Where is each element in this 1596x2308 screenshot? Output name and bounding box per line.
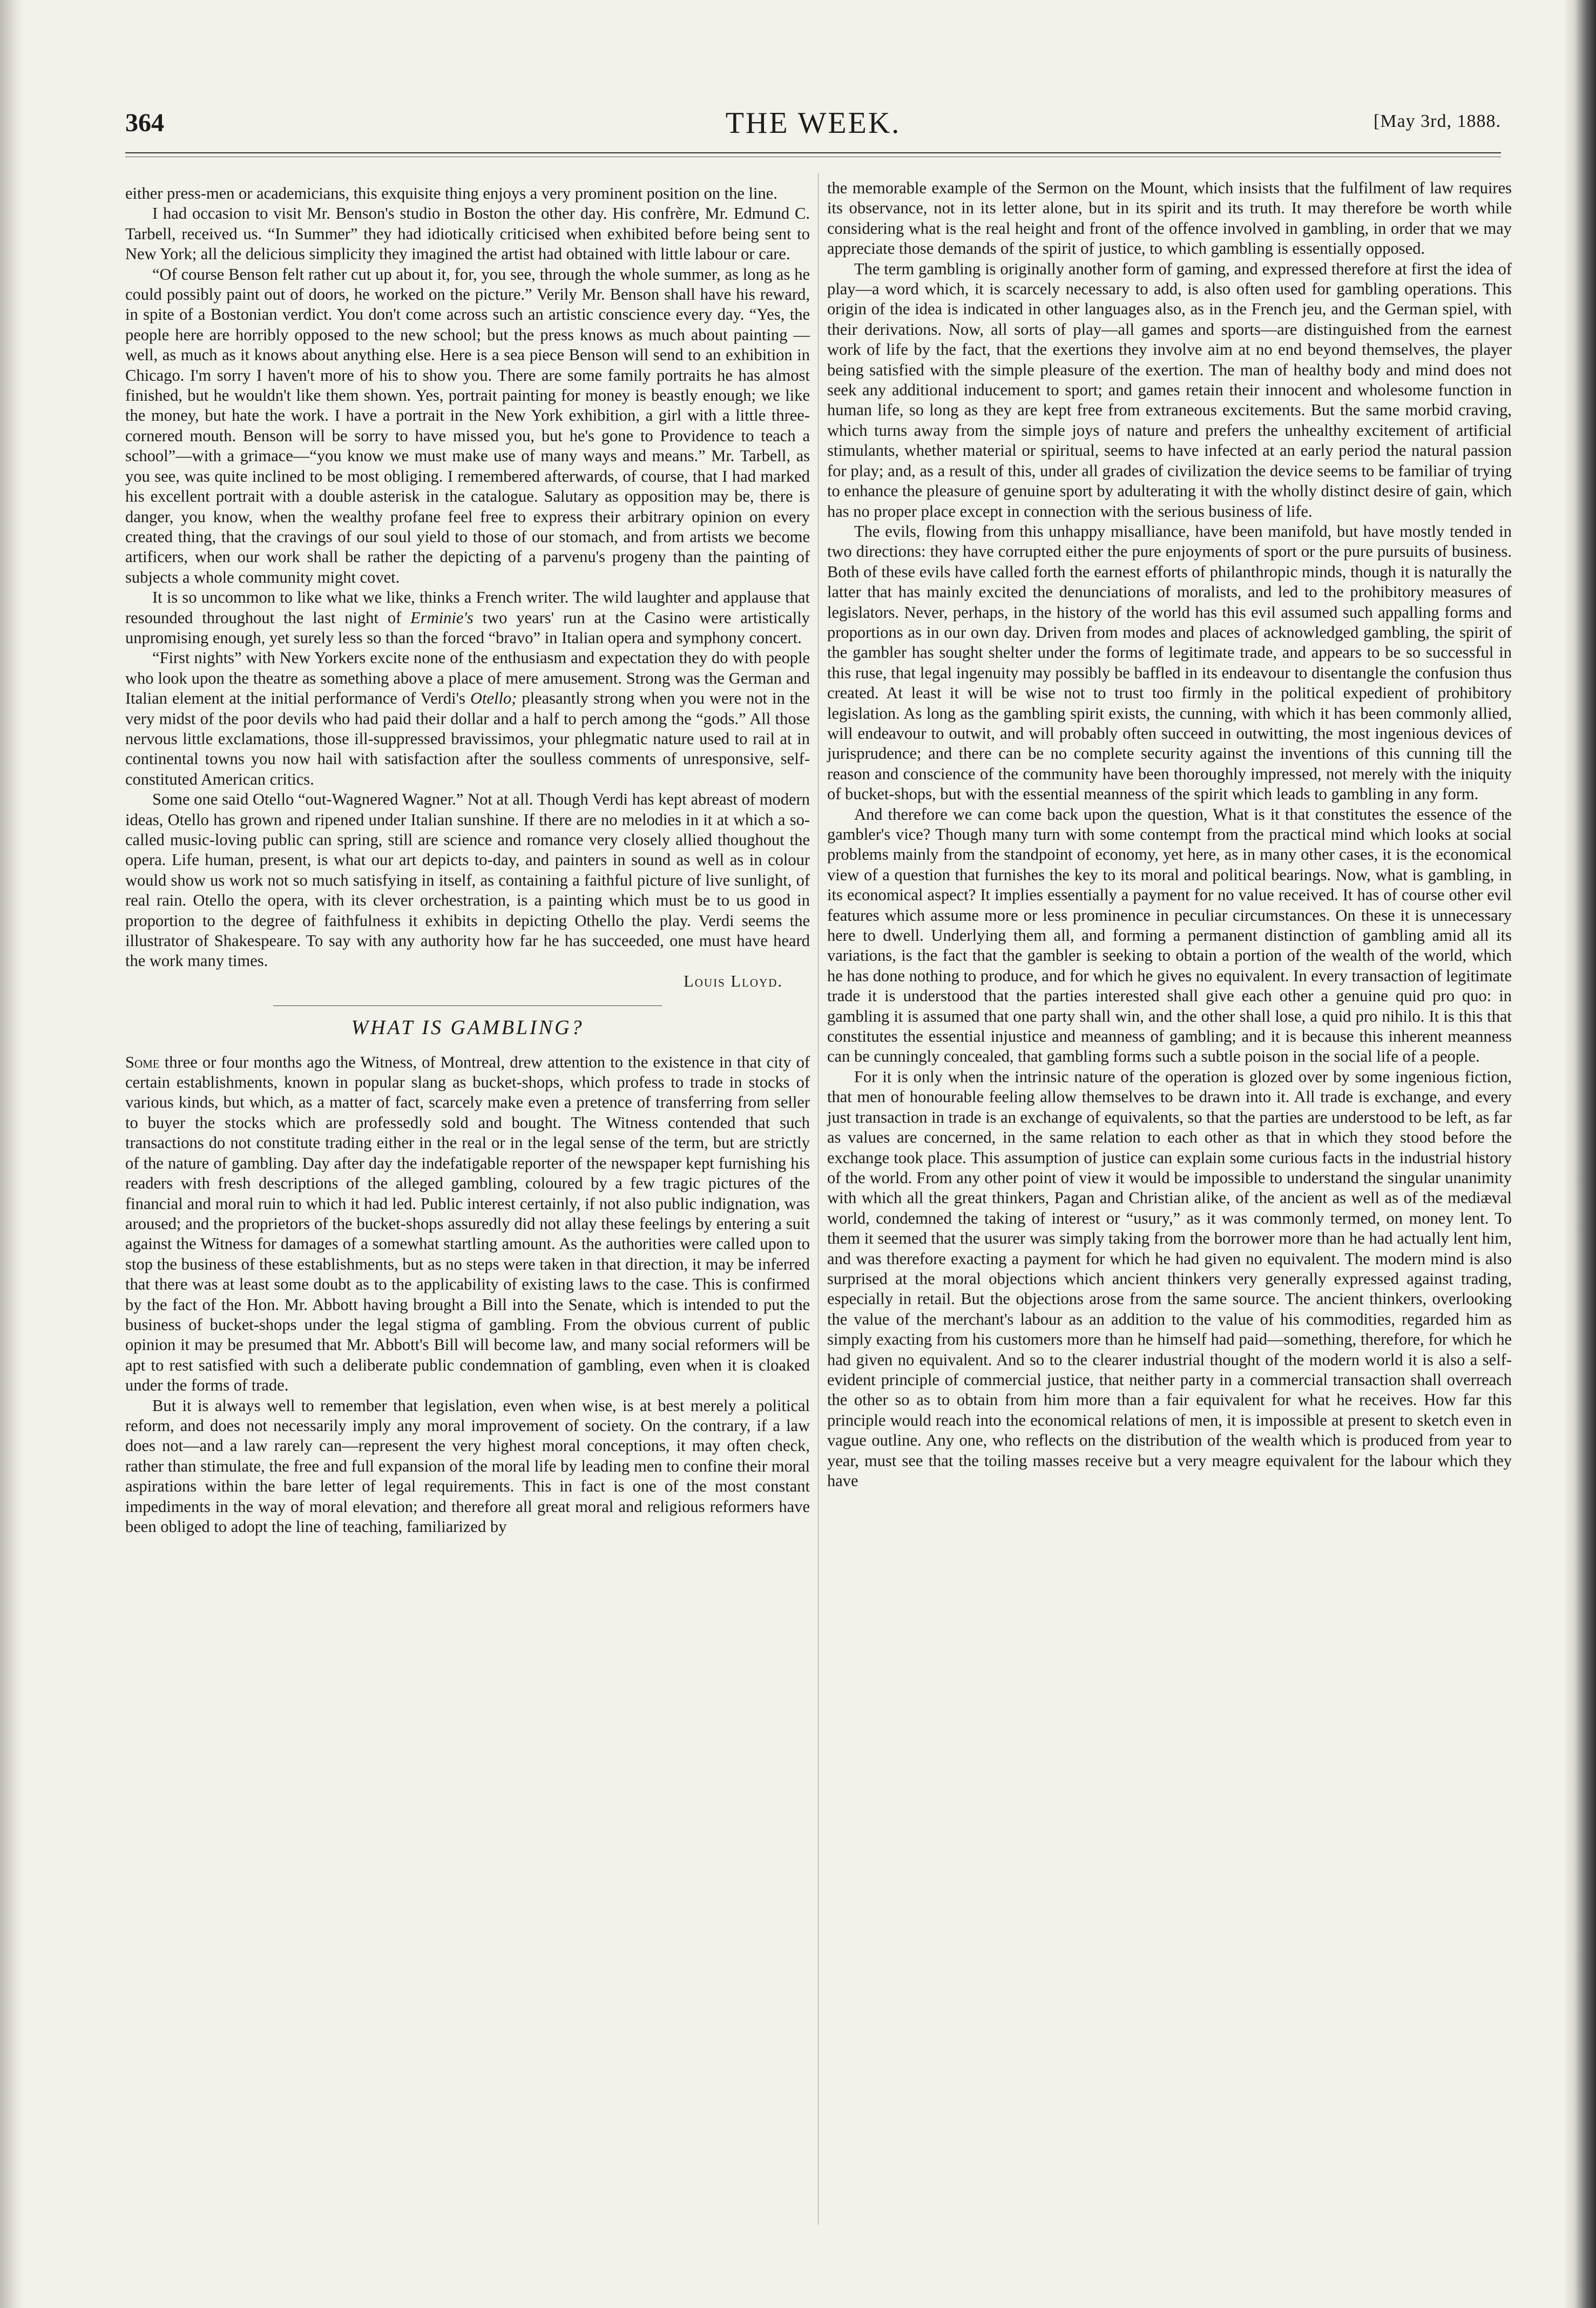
section-divider bbox=[273, 1005, 662, 1006]
article-title: WHAT IS GAMBLING? bbox=[351, 1016, 584, 1040]
column-divider bbox=[818, 173, 819, 2225]
paragraph: Some one said Otello “out-Wagnered Wagner.” Not at all. Though Verdi has kept abreast of modern ideas, Otello has grown and ripened under Italian sunshine. If there are no melodies in it at which a so-called music-loving public can spring, still are science and romance very closely allied thoughout the opera. Life human, present, is what our art depicts to-day, and painters in sound as well as in colour would show us work not so much satisfying in itself, as containing a faithful picture of live sunlight, of real rain. Otello the opera, with its clever orchestration, is a painting which must be to us good in proportion to the degree of faithfulness it exhibits in depicting Othello the play. Verdi seems the illustrator of Shakespeare. To say with any authority how far he has succeeded, one must have heard the work many times. bbox=[125, 790, 810, 970]
paragraph: The term gambling is originally another form of gaming, and expressed therefore at first the idea of play—a word which, it is scarcely necessary to add, is also often used for gambling operations. This origin of the idea is indicated in other languages also, as in the French jeu, and the German spiel, with their derivations. Now, all sorts of play—all games and sports—are distinguished from the earnest work of life by the fact, that the exertions they involve aim at no end beyond themselves, the player being satisfied with the simple pleasure of the exertion. The man of healthy body and mind does not seek any additional inducement to sport; and games retain their innocent and wholesome function in human life, so long as they are kept free from extraneous excitements. But the same morbid craving, which turns away from the simple joys of nature and prefers the unhealthy excitement of artificial stimulants, whether material or spiritual, seems to have infected at an early period the natural passion for play; and, as a result of this, under all grades of civilization the device seems to be familiar of trying to enhance the pleasure of genuine sport by adulterating it with the wholly distinct desire of gain, which has no proper place except in connection with the serious business of life. bbox=[827, 259, 1512, 521]
header-rule bbox=[125, 152, 1501, 153]
page-header bbox=[125, 108, 1501, 147]
emphasis-run: Erminie's bbox=[410, 608, 474, 627]
page-number: 364 bbox=[125, 109, 164, 137]
paragraph: For it is only when the intrinsic nature of the operation is glozed over by some ingenious fiction, that men of honourable feeling allow themselves to be drawn into it. All trade is exchange, and every just transaction in trade is an exchange of equivalents, so that the parties are understood to be left, as far as values are concerned, in the same relation to each other as that in which they stood before the exchange took place. This assumption of justice can explain some curious facts in the industrial history of the world. From any other point of view it would be impossible to understand the singular unanimity with which all the great thinkers, Pagan and Christian alike, of the ancient as well as of the mediæval world, condemned the taking of interest or “usury,” as it was commonly termed, on money lent. To them it seemed that the usurer was simply taking from the borrower more than he had actually lent him, and was therefore exacting a payment for which he had given no equivalent. The modern mind is also surprised at the moral objections which ancient thinkers very generally expressed against trading, especially in retail. But the objections arose from the same source. The ancient thinkers, overlooking the value of the merchant's labour as an addition to the value of his commodities, regarded him as simply exacting from his customers more than he himself had paid—something, therefore, for which he had given no equivalent. And so to the clearer industrial thought of the modern world it is also a self-evident principle of commercial justice, that neither party in a commercial transaction shall overreach the other so as to obtain from him more than a fair equivalent for what he receives. How far this principle would reach into the economical relations of men, it is impossible at present to sketch even in vague outline. Any one, who reflects on the distribution of the wealth which is produced from year to year, must see that the toiling masses receive but a very meagre equivalent for the labour which they have bbox=[827, 1067, 1512, 1490]
left-column bbox=[125, 184, 810, 1537]
text-run: “First nights” with New Yorkers excite none of the enthusiasm and expectation they do with people who look upon the theatre as something above a place of mere amusement. Strong was the German and Italian element at the initial performance of Verdi's bbox=[125, 649, 810, 708]
paragraph bbox=[125, 1052, 810, 1396]
text-run: two years' run at the Casino were artistically unpromising enough, yet surely less so than the forced “bravo” in Italian opera and symphony concert. bbox=[125, 608, 810, 647]
paragraph: either press-men or academicians, this exquisite thing enjoys a very prominent position on the line. bbox=[125, 184, 777, 203]
paragraph: The evils, flowing from this unhappy misalliance, have been manifold, but have mostly tended in two directions: they have corrupted either the pure enjoyments of sport or the pure pursuits of business. Both of these evils have called forth the earnest efforts of philanthropic minds, though it is naturally the latter that has mainly excited the denunciations of moralists, and led to the prohibitory measures of legislators. Never, perhaps, in the history of the world has this evil assumed such appalling forms and proportions as in our own day. Driven from modes and places of acknowledged gambling, the spirit of the gambler has sought shelter under the forms of legitimate trade, and appears to be so successful in this ruse, that legal ingenuity may possibly be baffled in its endeavour to disentangle the confusion thus created. At least it will be wise not to trust too firmly in the political expedient of prohibitory legislation. As long as the gambling spirit exists, the cunning, with which it has been commonly allied, will endeavour to outwit, and will probably often succeed in outwitting, the most ingenious devices of jurisprudence; and there can be no complete security against the inventions of this cunning till the reason and conscience of the community have been thoroughly impressed, not merely with the iniquity of bucket-shops, but with the essential meanness of the spirit which leads to gambling in any form. bbox=[827, 522, 1512, 804]
paragraph: But it is always well to remember that legislation, even when wise, is at best merely a political reform, and does not necessarily imply any moral improvement of society. On the contrary, if a law does not—and a law rarely can—represent the very highest moral conceptions, it may often check, rather than stimulate, the free and full expansion of the moral life by leading men to confine their moral aspirations within the bare letter of legal requirements. This in fact is one of the most constant impediments in the way of moral elevation; and therefore all great moral and religious reformers have been obliged to adopt the line of teaching, familiarized by bbox=[125, 1396, 810, 1536]
lead-word: Some bbox=[125, 1052, 160, 1071]
scan-edge-right bbox=[1564, 0, 1596, 2308]
text-run: pleasantly strong when you were not in the very midst of the poor devils who had paid their dollar and a half to perch among the “gods.” All those nervous little exclamations, those ill-suppressed bravissimos, your phlegmatic nature used to rail at in continental towns you now hail with satisfaction after the soulless comments of unresponsive, self-constituted American critics. bbox=[125, 689, 810, 788]
author-signature: Louis Lloyd. bbox=[684, 971, 783, 990]
right-column bbox=[827, 178, 1512, 1491]
paragraph: the memorable example of the Sermon on the Mount, which insists that the fulfilment of law requires its observance, not in its letter alone, but in its spirit and its truth. It may therefore be worth while considering what is the real height and front of the offence involved in gambling, in order that we may appreciate those demands of the spirit of justice, to which gambling is essentially opposed. bbox=[827, 179, 1512, 258]
paragraph: “Of course Benson felt rather cut up about it, for, you see, through the whole summer, as long as he could possibly paint out of doors, he worked on the picture.” Verily Mr. Benson shall have his reward, in spite of a Bostonian verdict. You don't come across such an artistic conscience every day. “Yes, the people here are horribly opposed to the new school; but the press knows as much about painting — well, as much as it knows about anything else. Here is a sea piece Benson will send to an exhibition in Chicago. I'm sorry I haven't more of his to show you. There are some family portraits he has almost finished, but he wouldn't like them shown. Yes, portrait painting for money is beastly enough; we like the money, but hate the work. I have a portrait in the New York exhibition, a girl with a little three-cornered mouth. Benson will be sorry to have missed you, but he's gone to Providence to teach a school”—with a grimace—“you know we must make use of many ways and means.” Mr. Tarbell, as you see, was quite inclined to be most obliging. I remembered afterwards, of course, that I had marked his excellent portrait with a double asterisk in the catalogue. Salutary as opposition may be, there is danger, you know, when the wealthy profane feel free to express their arbitrary opinion on every created thing, that the cravings of our soul yield to those of our stomach, and from artists we become artificers, when our work shall be rather the depicting of a parvenu's progeny than the painting of subjects a whole community might covet. bbox=[125, 265, 810, 586]
text-run: It is so uncommon to like what we like, thinks a French writer. The wild laughter and applause that resounded throughout the last night of bbox=[125, 588, 810, 627]
scan-edge-left bbox=[0, 0, 24, 2308]
masthead-title: THE WEEK. bbox=[725, 106, 901, 140]
paragraph bbox=[125, 648, 810, 789]
paragraph bbox=[125, 588, 810, 648]
issue-date: [May 3rd, 1888. bbox=[1374, 111, 1501, 131]
paragraph: I had occasion to visit Mr. Benson's studio in Boston the other day. His confrère, Mr. Edmund C. Tarbell, received us. “In Summer” they had idiotically criticised when exhibited before being sent to New York; all the delicious simplicity they imagined the artist had obtained with little labour or care. bbox=[125, 204, 810, 264]
paragraph: And therefore we can come back upon the question, What is it that constitutes the essence of the gambler's vice? Though many turn with some contempt from the practical mind which looks at social problems mainly from the standpoint of economy, yet here, as in many other cases, it is the economical view of a question that furnishes the key to its moral and political bearings. Now, what is gambling, in its economical aspect? It implies essentially a payment for no value received. It has of course other evil features which assume more or less prominence in peculiar circumstances. On these it is unnecessary here to dwell. Underlying them all, and forming a permanent distinction of gambling amid all its variations, is the fact that the gambler is seeking to obtain a portion of the wealth of the world, which he has done nothing to produce, and for which he gives no equivalent. In every transaction of legitimate trade it is understood that the parties interested shall give each other a genuine quid pro quo: in gambling it is assumed that one party shall win, and the other shall lose, a quid pro nihilo. It is this that constitutes the essential injustice and meanness of gambling; and it is because this inherent meanness can be cunningly concealed, that gambling forms such a subtle poison in the social life of a people. bbox=[827, 805, 1512, 1066]
text-run: three or four months ago the Witness, of Montreal, drew attention to the existence in that city of certain establishments, known in popular slang as bucket-shops, which profess to trade in stocks of various kinds, but which, as a matter of fact, scarcely make even a pretence of transferring from seller to buyer the stocks which are professedly sold and bought. The Witness contended that such transactions do not constitute trading either in the real or in the legal sense of the term, but are strictly of the nature of gambling. Day after day the indefatigable reporter of the newspaper kept furnishing his readers with fresh descriptions of the alleged gambling, coloured by a few tragic pictures of the financial and moral ruin to which it had led. Public interest certainly, if not also public indignation, was aroused; and the proprietors of the bucket-shops assuredly did not allay these feelings by entering a suit against the Witness for damages of a somewhat startling amount. As the authorities were called upon to stop the business of these establishments, but as no steps were taken in that direction, it may be inferred that there was at least some doubt as to the applicability of existing laws to the case. This is confirmed by the fact of the Hon. Mr. Abbott having brought a Bill into the Senate, which is intended to put the business of bucket-shops under the legal stigma of gambling. From the obvious current of public opinion it may be presumed that Mr. Abbott's Bill will become law, and many social reformers will be apt to rest satisfied with such a deliberate public condemnation of gambling, even when it is cloaked under the forms of trade. bbox=[125, 1052, 810, 1395]
emphasis-run: Otello; bbox=[470, 689, 517, 708]
